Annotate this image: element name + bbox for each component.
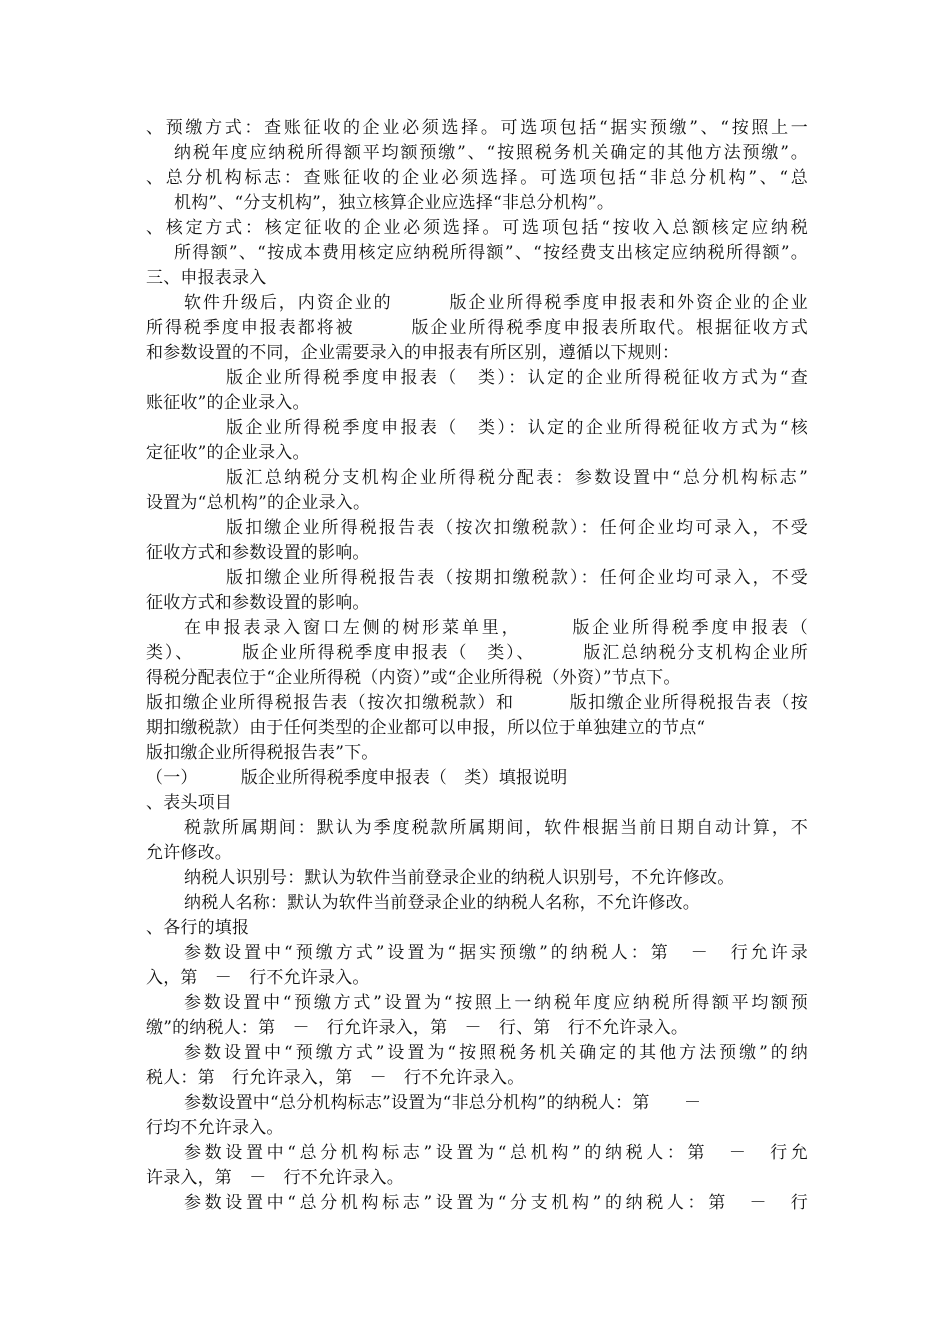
text-line: 、总分机构标志：查账征收的企业必须选择。可选项包括“非总分机构”、“总: [146, 168, 808, 188]
text-line: 版扣缴企业所得税报告表（按次扣缴税款）和 版扣缴企业所得税报告表（按: [146, 693, 808, 713]
text-line: 缴”的纳税人：第 － 行允许录入，第 － 行、第 行不允许录入。: [146, 1018, 689, 1038]
text-line: 行均不允许录入。: [146, 1118, 284, 1138]
text-line: 纳税人名称：默认为软件当前登录企业的纳税人名称，不允许修改。: [184, 893, 700, 913]
text-line: 许录入，第 － 行不允许录入。: [146, 1168, 404, 1188]
text-line: 征收方式和参数设置的影响。: [146, 593, 370, 613]
text-line: 期扣缴税款）由于任何类型的企业都可以申报，所以位于单独建立的节点“: [146, 718, 706, 738]
text-line: 税款所属期间：默认为季度税款所属期间，软件根据当前日期自动计算，不: [184, 818, 808, 838]
text-line: 、核定方式：核定征收的企业必须选择。可选项包括“按收入总额核定应纳税: [146, 218, 808, 238]
text-line: 版企业所得税季度申报表（ 类）：认定的企业所得税征收方式为“查: [226, 368, 808, 388]
text-line: 版企业所得税季度申报表（ 类）：认定的企业所得税征收方式为“核: [226, 418, 808, 438]
text-line: 版扣缴企业所得税报告表”下。: [146, 743, 379, 763]
text-line: 税人：第 行允许录入，第 － 行不允许录入。: [146, 1068, 525, 1088]
text-line: 所得税季度申报表都将被 版企业所得税季度申报表所取代。根据征收方式: [146, 318, 808, 338]
text-line: 、各行的填报: [146, 918, 250, 938]
text-line: 类）、 版企业所得税季度申报表（ 类）、 版汇总纳税分支机构企业所: [146, 643, 808, 663]
text-line: （一） 版企业所得税季度申报表（ 类）填报说明: [146, 768, 568, 788]
text-line: 允许修改。: [146, 843, 232, 863]
text-line: 定征收”的企业录入。: [146, 443, 310, 463]
text-line: 参数设置中“预缴方式”设置为“按照上一纳税年度应纳税所得额平均额预: [184, 993, 808, 1013]
text-line: 参数设置中“预缴方式”设置为“据实预缴”的纳税人：第 － 行允许录: [184, 943, 808, 963]
text-line: 软件升级后，内资企业的 版企业所得税季度申报表和外资企业的企业: [184, 293, 808, 313]
text-line: 、预缴方式：查账征收的企业必须选择。可选项包括“据实预缴”、“按照上一: [146, 118, 808, 138]
text-line: 版汇总纳税分支机构企业所得税分配表：参数设置中“总分机构标志”: [226, 468, 808, 488]
text-line: 账征收”的企业录入。: [146, 393, 310, 413]
text-line: 得税分配表位于“企业所得税（内资）”或“企业所得税（外资）”节点下。: [146, 668, 681, 688]
text-line: 所得额”、“按成本费用核定应纳税所得额”、“按经费支出核定应纳税所得额”。: [174, 243, 808, 263]
text-line: 征收方式和参数设置的影响。: [146, 543, 370, 563]
text-line: 参数设置中“总分机构标志”设置为“非总分机构”的纳税人：第 －: [184, 1093, 702, 1113]
text-line: 入，第 － 行不允许录入。: [146, 968, 370, 988]
text-line: 版扣缴企业所得税报告表（按次扣缴税款）：任何企业均可录入，不受: [226, 518, 808, 538]
text-line: 参数设置中“总分机构标志”设置为“总机构”的纳税人：第 － 行允: [184, 1143, 808, 1163]
text-line: 机构”、“分支机构”，独立核算企业应选择“非总分机构”。: [174, 193, 615, 213]
text-line: 纳税年度应纳税所得额平均额预缴”、“按照税务机关确定的其他方法预缴”。: [174, 143, 808, 163]
text-line: 参数设置中“总分机构标志”设置为“分支机构”的纳税人：第 － 行: [184, 1193, 808, 1213]
text-line: 设置为“总机构”的企业录入。: [146, 493, 371, 513]
text-line: 参数设置中“预缴方式”设置为“按照税务机关确定的其他方法预缴”的纳: [184, 1043, 808, 1063]
text-line: 三、申报表录入: [146, 268, 267, 288]
text-line: 和参数设置的不同，企业需要录入的申报表有所区别，遵循以下规则：: [146, 343, 680, 363]
text-line: 、表头项目: [146, 793, 232, 813]
text-line: 在申报表录入窗口左侧的树形菜单里， 版企业所得税季度申报表（: [184, 618, 808, 638]
text-line: 纳税人识别号：默认为软件当前登录企业的纳税人识别号，不允许修改。: [184, 868, 735, 888]
text-line: 版扣缴企业所得税报告表（按期扣缴税款）：任何企业均可录入，不受: [226, 568, 808, 588]
